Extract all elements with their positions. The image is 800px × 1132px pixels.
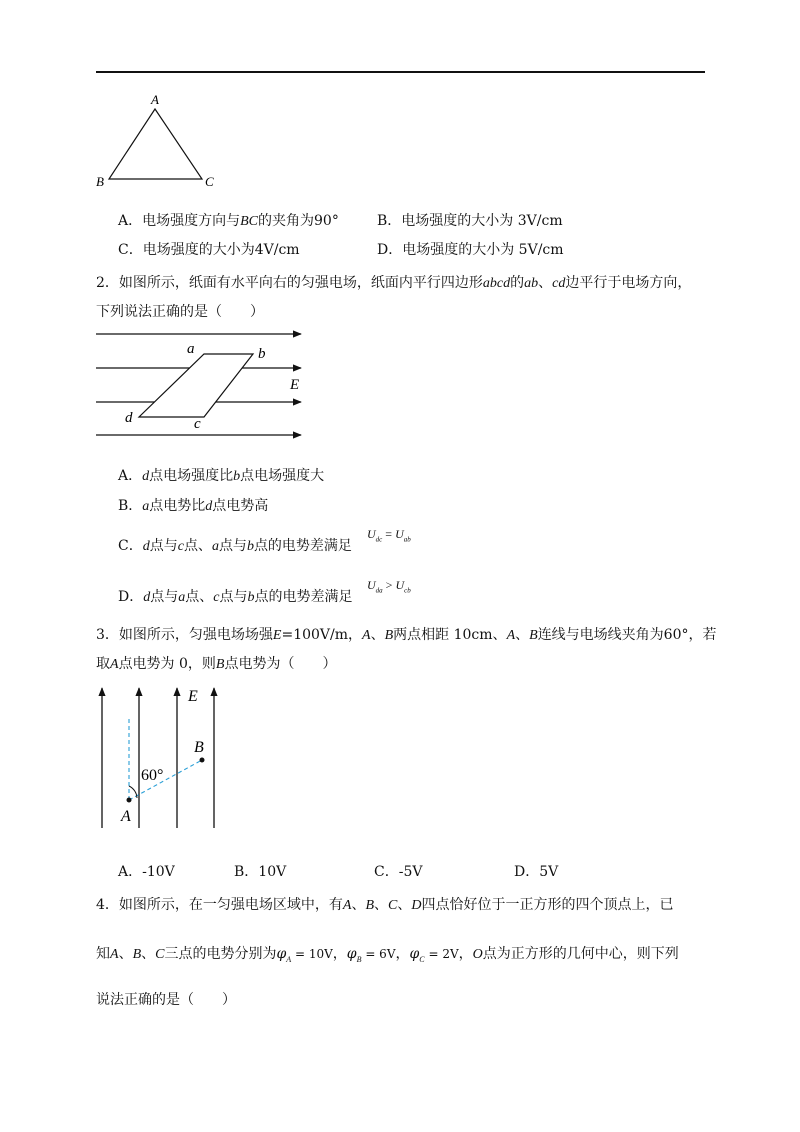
- q2-stem-line1: 2．如图所示，纸面有水平向右的匀强电场，纸面内平行四边形abcd的ab、cd边平行于电场方向，: [96, 275, 692, 291]
- label-E: E: [188, 688, 198, 705]
- q2-formula-d: $U_{da} > U_{cb}$: [367, 578, 411, 595]
- q3-option-c[interactable]: C．-5V: [374, 864, 423, 880]
- parallelogram-field-figure: [94, 325, 314, 445]
- q1-option-a[interactable]: A．电场强度方向与BC的夹角为90°: [118, 213, 339, 229]
- q1-option-c[interactable]: C．电场强度的大小为4V/cm: [118, 242, 300, 258]
- label-A: A: [151, 92, 159, 107]
- label-B: B: [194, 739, 204, 756]
- triangle-abc-figure: [90, 92, 230, 192]
- q2-option-d[interactable]: D．d点与a点、c点与b点的电势差满足: [118, 589, 353, 605]
- q2-option-b[interactable]: B．a点电势比d点电势高: [118, 498, 269, 514]
- q4-stem-line3: 说法正确的是（ ）: [96, 992, 236, 1008]
- q4-stem-line2: 知A、B、C三点的电势分别为$\varphi_A = 10V$，$\varphi_B = 6V$，$\varphi_C = 2V$，O点为正方形的几何中心，则下列: [96, 946, 679, 964]
- label-C: C: [205, 174, 214, 189]
- q3-option-b[interactable]: B．10V: [234, 864, 287, 880]
- angle-label: 60°: [141, 767, 164, 784]
- q3-stem-line2: 取A点电势为 0，则B点电势为（ ）: [96, 656, 337, 672]
- label-c: c: [194, 416, 201, 432]
- q2-formula-c: $U_{dc} = U_{ab}$: [367, 527, 411, 544]
- q3-stem-line1: 3．如图所示，匀强电场场强E=100V/m，A、B两点相距 10cm、A、B连线与电场线夹角为60°，若: [96, 627, 717, 643]
- label-b: b: [258, 346, 266, 362]
- q2-option-c[interactable]: C．d点与c点、a点与b点的电势差满足: [118, 538, 352, 554]
- q3-option-d[interactable]: D．5V: [514, 864, 559, 880]
- label-d: d: [125, 410, 133, 426]
- label-A: A: [121, 808, 131, 825]
- header-rule: [96, 71, 705, 73]
- q2-stem-line2: 下列说法正确的是（ ）: [96, 304, 264, 320]
- label-a: a: [187, 341, 195, 357]
- label-E: E: [290, 377, 300, 393]
- q2-option-a[interactable]: A．d点电场强度比b点电场强度大: [118, 468, 325, 484]
- q4-stem-line1: 4．如图所示，在一匀强电场区域中，有A、B、C、D四点恰好位于一正方形的四个顶点上，已: [96, 897, 674, 913]
- q1-option-d[interactable]: D．电场强度的大小为 5V/cm: [377, 242, 564, 258]
- q3-option-a[interactable]: A．-10V: [118, 864, 175, 880]
- label-B: B: [96, 174, 104, 189]
- field-lines-angle-figure: [92, 680, 232, 830]
- q1-option-b[interactable]: B．电场强度的大小为 3V/cm: [377, 213, 563, 229]
